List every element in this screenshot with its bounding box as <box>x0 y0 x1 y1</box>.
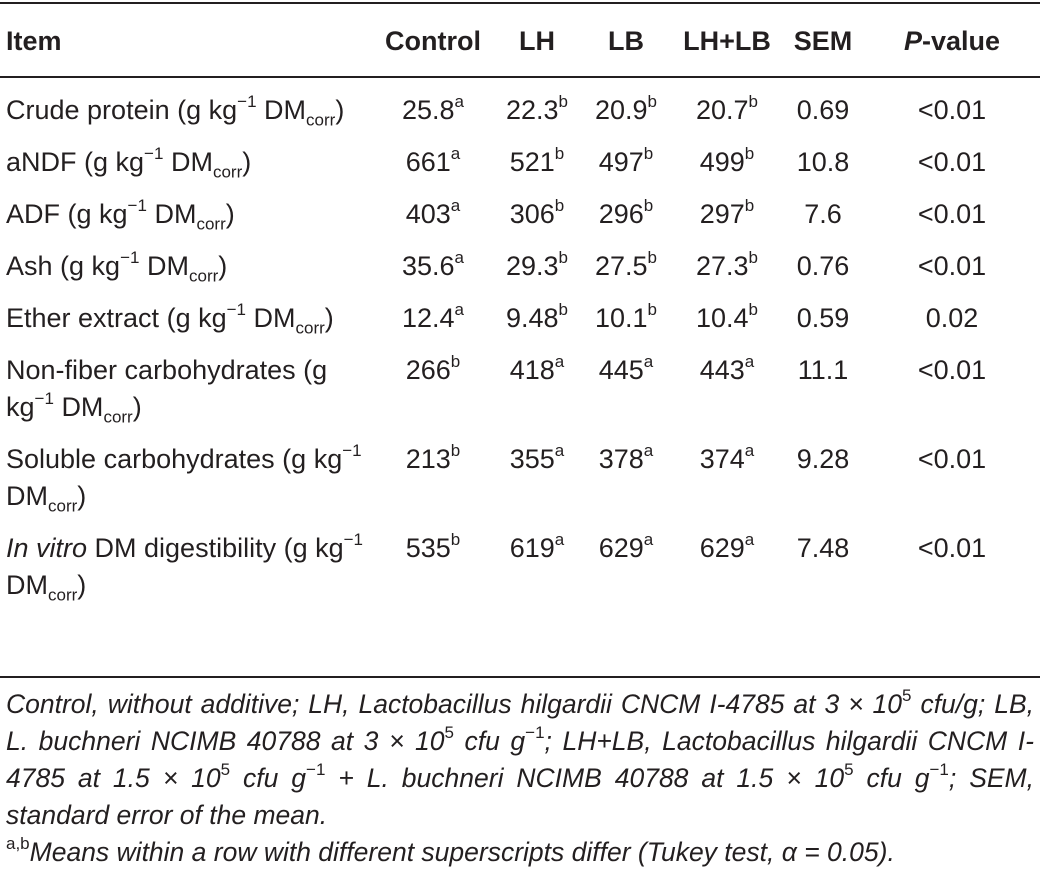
cell-lh <box>494 185 580 237</box>
cell-value: 378 <box>598 444 644 474</box>
unit-close: ) <box>335 95 345 125</box>
cell-superscript: a <box>454 248 465 267</box>
cell-superscript: a <box>744 530 755 549</box>
cell-lhlb <box>672 133 782 185</box>
cell-p-value: <0.01 <box>917 444 987 474</box>
unit-corr: corr <box>48 585 78 605</box>
cell-sem: 0.69 <box>796 95 850 125</box>
unit-corr: corr <box>48 496 78 516</box>
item-text: Ether extract ( <box>6 303 176 333</box>
cell-value: 27.3 <box>695 251 749 281</box>
unit-exp: −1 <box>342 441 362 460</box>
cell-value: 10.1 <box>594 303 648 333</box>
cell-superscript: b <box>558 92 569 111</box>
fn-sup-7: −1 <box>929 760 949 780</box>
header-lb: LB <box>608 25 644 56</box>
cell-superscript: b <box>647 248 658 267</box>
unit-g: g kg <box>6 355 328 422</box>
unit-g: g kg <box>175 303 227 333</box>
unit-g: g kg <box>93 147 145 177</box>
cell-value: 619 <box>509 533 555 563</box>
header-lh: LH <box>519 25 555 56</box>
cell-p-value: <0.01 <box>917 251 987 281</box>
header-row <box>0 6 1040 76</box>
cell-value: 22.3 <box>505 95 559 125</box>
unit-exp: −1 <box>237 92 257 111</box>
row-item-label <box>0 430 372 519</box>
cell-lhlb <box>672 519 782 608</box>
table-row <box>0 430 1040 519</box>
cell-superscript: a <box>643 352 654 371</box>
unit-exp: −1 <box>127 196 147 215</box>
cell-value: 497 <box>598 147 644 177</box>
unit-corr: corr <box>188 266 219 286</box>
unit-corr: corr <box>103 407 133 427</box>
cell-lhlb <box>672 76 782 133</box>
cell-superscript: b <box>748 300 759 319</box>
item-text: Crude protein ( <box>6 95 187 125</box>
cell-lb <box>580 289 672 341</box>
unit-exp: −1 <box>343 530 364 549</box>
fn-text-3: cfu g <box>453 726 526 756</box>
cell-sem: 7.6 <box>804 199 842 229</box>
cell-control <box>372 185 494 237</box>
row-item-label <box>0 519 372 608</box>
cell-superscript: a <box>450 196 461 215</box>
header-p-italic: P <box>903 25 922 56</box>
cell-lh <box>494 519 580 608</box>
cell-superscript: b <box>450 352 461 371</box>
cell-value: 266 <box>405 355 451 385</box>
unit-g: g kg <box>291 444 343 474</box>
table-row <box>0 76 1040 133</box>
cell-lh <box>494 133 580 185</box>
cell-lhlb <box>672 341 782 430</box>
header-control: Control <box>385 25 481 56</box>
cell-control <box>372 341 494 430</box>
unit-exp: −1 <box>144 144 164 163</box>
table-row <box>0 133 1040 185</box>
unit-corr: corr <box>306 110 336 130</box>
item-text: ADF ( <box>6 199 77 229</box>
cell-p-value: <0.01 <box>917 355 987 385</box>
fn-sup-3: −1 <box>525 723 545 743</box>
cell-value: 374 <box>699 444 745 474</box>
cell-superscript: b <box>450 530 461 549</box>
cell-superscript: b <box>554 144 565 163</box>
cell-lb <box>580 133 672 185</box>
fn-text-6: + L. buchneri NCIMB 40788 at 1.5 × 10 <box>325 763 845 793</box>
cell-p-value: 0.02 <box>925 303 979 333</box>
cell-superscript: a <box>554 441 565 460</box>
unit-close: ) <box>132 392 142 422</box>
cell-superscript: b <box>744 144 755 163</box>
unit-dm: DM <box>61 392 104 422</box>
item-italic: In vitro <box>6 533 88 563</box>
cell-superscript: a <box>554 530 565 549</box>
unit-dm: DM <box>154 199 197 229</box>
cell-lhlb <box>672 430 782 519</box>
cell-value: 20.7 <box>695 95 749 125</box>
unit-corr: corr <box>295 318 325 338</box>
cell-superscript: b <box>643 196 654 215</box>
cell-value: 661 <box>405 147 451 177</box>
unit-close: ) <box>77 570 87 600</box>
cell-value: 9.48 <box>505 303 559 333</box>
cell-value: 35.6 <box>401 251 455 281</box>
unit-close: ) <box>324 303 334 333</box>
fn2-sup: a,b <box>6 834 30 854</box>
unit-dm: DM <box>170 147 213 177</box>
fn-text-8: ; SEM, standard error of the mean. <box>6 763 1034 830</box>
unit-close: ) <box>225 199 235 229</box>
footnote-superscripts <box>6 834 1034 871</box>
unit-dm: DM <box>146 251 189 281</box>
cell-value: 499 <box>699 147 745 177</box>
item-text: Soluble carbohydrates ( <box>6 444 292 474</box>
unit-exp: −1 <box>120 248 140 267</box>
cell-value: 443 <box>699 355 745 385</box>
fn-text-5: cfu g <box>230 763 307 793</box>
cell-lh <box>494 430 580 519</box>
row-item-label <box>0 341 372 430</box>
cell-value: 25.8 <box>401 95 455 125</box>
cell-lh <box>494 341 580 430</box>
cell-sem: 10.8 <box>796 147 850 177</box>
row-item-label <box>0 76 372 133</box>
header-lhlb: LH+LB <box>683 25 771 56</box>
fn-text-7: cfu g <box>853 763 930 793</box>
row-item-label <box>0 185 372 237</box>
cell-superscript: b <box>554 196 565 215</box>
cell-lh <box>494 76 580 133</box>
fn-text-2: cfu/g; LB, L. buchneri NCIMB 40788 at 3 × 10 <box>6 689 1034 756</box>
cell-sem: 11.1 <box>797 355 849 385</box>
cell-control <box>372 289 494 341</box>
fn-sup-4: 5 <box>220 760 231 780</box>
unit-close: ) <box>242 147 252 177</box>
table-body <box>0 76 1040 608</box>
cell-value: 355 <box>509 444 555 474</box>
cell-value: 403 <box>405 199 451 229</box>
unit-dm: DM <box>264 95 307 125</box>
item-text: aNDF ( <box>6 147 93 177</box>
cell-superscript: a <box>450 144 461 163</box>
cell-control <box>372 430 494 519</box>
cell-superscript: a <box>643 530 654 549</box>
cell-lhlb <box>672 289 782 341</box>
item-text: DM digestibility ( <box>87 533 293 563</box>
data-table <box>0 6 1040 608</box>
cell-lb <box>580 430 672 519</box>
item-text: Ash ( <box>6 251 70 281</box>
unit-close: ) <box>77 481 87 511</box>
table-row <box>0 237 1040 289</box>
fn-sup-1: 5 <box>902 686 912 706</box>
cell-superscript: a <box>744 441 755 460</box>
fn-sup-6: 5 <box>844 760 854 780</box>
cell-value: 27.5 <box>594 251 648 281</box>
table-row <box>0 289 1040 341</box>
cell-value: 521 <box>509 147 555 177</box>
cell-lb <box>580 341 672 430</box>
cell-lb <box>580 237 672 289</box>
unit-dm: DM <box>253 303 296 333</box>
unit-dm: DM <box>6 481 48 511</box>
cell-control <box>372 133 494 185</box>
table-footnotes <box>6 686 1034 871</box>
cell-superscript: a <box>643 441 654 460</box>
header-item: Item <box>6 25 62 56</box>
fn-sup-2: 5 <box>444 723 454 743</box>
cell-superscript: a <box>744 352 755 371</box>
cell-superscript: b <box>450 441 461 460</box>
cell-control <box>372 519 494 608</box>
cell-p-value: <0.01 <box>917 199 987 229</box>
cell-value: 213 <box>405 444 451 474</box>
cell-lb <box>580 185 672 237</box>
header-sem: SEM <box>793 25 853 56</box>
unit-close: ) <box>218 251 228 281</box>
cell-lh <box>494 289 580 341</box>
cell-value: 29.3 <box>505 251 559 281</box>
cell-sem: 0.59 <box>796 303 850 333</box>
fn-sup-5: −1 <box>306 760 326 780</box>
fn2-text: Means within a row with different superscripts differ (Tukey test, α = 0.05). <box>29 837 895 867</box>
unit-corr: corr <box>196 214 226 234</box>
bottom-rule <box>0 676 1040 678</box>
cell-lb <box>580 76 672 133</box>
cell-value: 629 <box>699 533 745 563</box>
cell-superscript: b <box>748 92 759 111</box>
cell-value: 418 <box>509 355 555 385</box>
footnote-abbreviations <box>6 686 1034 834</box>
cell-superscript: b <box>647 300 658 319</box>
header-p-value <box>864 6 1040 76</box>
cell-sem: 0.76 <box>796 251 850 281</box>
cell-sem: 9.28 <box>796 444 850 474</box>
unit-corr: corr <box>212 162 243 182</box>
cell-lb <box>580 519 672 608</box>
table-row <box>0 185 1040 237</box>
cell-superscript: b <box>558 248 569 267</box>
unit-exp: −1 <box>34 389 54 408</box>
cell-value: 629 <box>598 533 644 563</box>
cell-p-value: <0.01 <box>917 533 987 563</box>
cell-value: 20.9 <box>594 95 648 125</box>
item-text: Non-fiber carbohydrates ( <box>6 355 313 385</box>
cell-lhlb <box>672 237 782 289</box>
table-row <box>0 519 1040 608</box>
cell-p-value: <0.01 <box>917 147 987 177</box>
cell-superscript: b <box>748 248 759 267</box>
cell-lh <box>494 237 580 289</box>
cell-control <box>372 76 494 133</box>
unit-exp: −1 <box>226 300 246 319</box>
table-row <box>0 341 1040 430</box>
top-rule <box>0 2 1040 4</box>
unit-g: g kg <box>76 199 128 229</box>
row-item-label <box>0 133 372 185</box>
cell-sem: 7.48 <box>796 533 850 563</box>
cell-value: 535 <box>405 533 451 563</box>
cell-superscript: a <box>454 92 465 111</box>
cell-value: 445 <box>598 355 644 385</box>
cell-lhlb <box>672 185 782 237</box>
fn-text-1: Control, without additive; LH, Lactobacillus hilgardii CNCM I-4785 at 3 × 10 <box>6 689 903 719</box>
cell-superscript: a <box>454 300 465 319</box>
unit-g: g kg <box>69 251 121 281</box>
row-item-label <box>0 237 372 289</box>
cell-value: 12.4 <box>401 303 455 333</box>
cell-value: 10.4 <box>695 303 749 333</box>
unit-dm: DM <box>6 570 48 600</box>
row-item-label <box>0 289 372 341</box>
cell-control <box>372 237 494 289</box>
cell-superscript: b <box>643 144 654 163</box>
unit-g: g kg <box>292 533 344 563</box>
cell-value: 296 <box>598 199 644 229</box>
cell-superscript: b <box>647 92 658 111</box>
cell-value: 306 <box>509 199 555 229</box>
unit-g: g kg <box>186 95 238 125</box>
cell-value: 297 <box>699 199 745 229</box>
cell-p-value: <0.01 <box>917 95 987 125</box>
fn-text-4: ; LH+LB, Lactobacillus hilgardii CNCM I-4785 at 1.5 × 10 <box>6 726 1034 793</box>
header-p-rest: -value <box>921 25 1001 56</box>
cell-superscript: b <box>558 300 569 319</box>
cell-superscript: a <box>554 352 565 371</box>
cell-superscript: b <box>744 196 755 215</box>
